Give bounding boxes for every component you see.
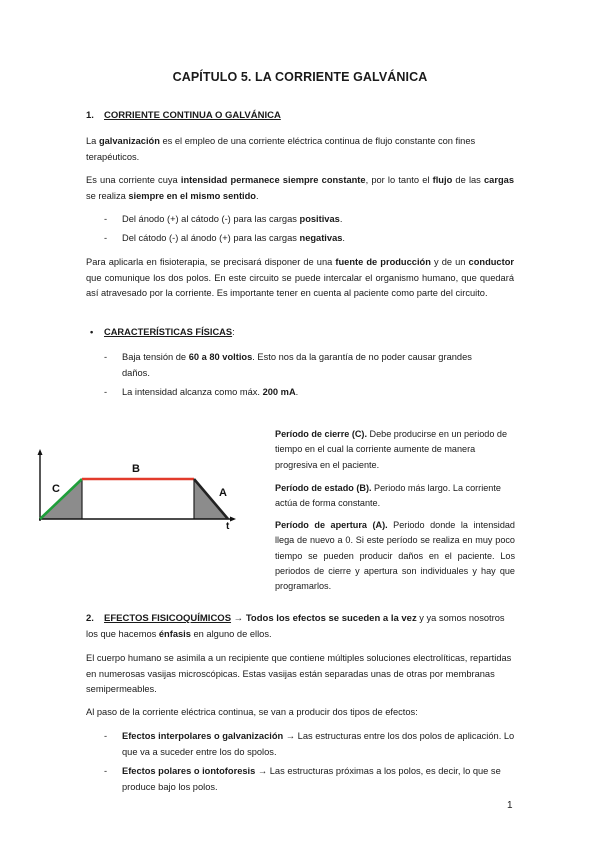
paragraph-galvanizacion: La galvanización es el empleo de una corriente eléctrica continua de flujo constante con fines terapéuticos.	[86, 136, 476, 162]
section-2-title: EFECTOS FISICOQUÍMICOS	[104, 613, 232, 624]
label-a: A	[219, 487, 227, 499]
paragraph-intensidad: Es una corriente cuya intensidad permanece siempre constante, por lo tanto el flujo de las cargas se realiza siempre en el mismo sentido.	[86, 175, 514, 201]
label-b: B	[132, 463, 140, 475]
list-item: - Efectos interpolares o galvanización → Las estructuras entre los dos polos de aplicación. Lo que va a suceder entre los do spolos.	[104, 731, 515, 757]
galvanic-current-diagram	[28, 448, 250, 530]
list-item: - Del cátodo (-) al ánodo (+) para las cargas negativas.	[104, 233, 345, 243]
x-axis-arrow-icon	[230, 517, 236, 522]
period-apertura: Período de apertura (A). Periodo donde la intensidad llega de nuevo a 0. Si este período se realiza en muy poco tiempo se pueden producir daños en el paciente. Los periodos de cierre y apertura son individuales y hay que programarlos.	[275, 520, 515, 592]
section-2-number: 2.	[86, 613, 94, 624]
label-t: t	[226, 521, 230, 530]
paragraph-dos-efectos: Al paso de la corriente eléctrica continua, se van a producir dos tipos de efectos:	[86, 707, 418, 717]
list-item: - La intensidad alcanza como máx. 200 mA.	[104, 387, 299, 397]
page-number: 1	[507, 800, 513, 811]
paragraph-cuerpo-humano: El cuerpo humano se asimila a un recipiente que contiene múltiples soluciones electrolíticas, repartidas en numerosas vasijas microscópicas. Estas vasijas están separadas unas de otras por membranas semipermeables.	[86, 653, 512, 694]
list-item: - Efectos polares o iontoforesis → Las estructuras próximas a los polos, es decir, lo que se produce bajo los polos.	[104, 766, 501, 792]
period-cierre: Período de cierre (C). Debe producirse en un periodo de tiempo en el cual la corriente aumente de manera progresiva en el paciente.	[275, 429, 508, 470]
chapter-title: CAPÍTULO 5. LA CORRIENTE GALVÁNICA	[172, 70, 428, 84]
paragraph-fisioterapia: Para aplicarla en fisioterapia, se precisará disponer de una fuente de producción y de un conductor que comunique los dos polos. En este circuito se puede intercalar el organismo humano, que quedará así atravesado por la corriente. Es importante tener en cuenta al paciente como parte del circuito.	[86, 257, 514, 298]
label-c: C	[52, 483, 60, 495]
bullet-caracteristicas: • CARACTERÍSTICAS FÍSICAS:	[90, 327, 235, 337]
section-2-heading: 2. EFECTOS FISICOQUÍMICOS → Todos los efectos se suceden a la vez y ya somos nosotros los que hacemos énfasis en alguno de ellos.	[86, 613, 505, 639]
y-axis-arrow-icon	[38, 449, 43, 455]
section-1-title: CORRIENTE CONTINUA O GALVÁNICA	[104, 110, 281, 121]
section-1-heading	[86, 108, 514, 124]
section-1-number: 1.	[86, 110, 94, 121]
period-estado: Período de estado (B). Periodo más largo. La corriente actúa de forma constante.	[275, 483, 501, 509]
list-item: - Del ánodo (+) al cátodo (-) para las cargas positivas.	[104, 214, 343, 224]
list-item: - Baja tensión de 60 a 80 voltios. Esto nos da la garantía de no poder causar grandes daños.	[104, 352, 472, 378]
